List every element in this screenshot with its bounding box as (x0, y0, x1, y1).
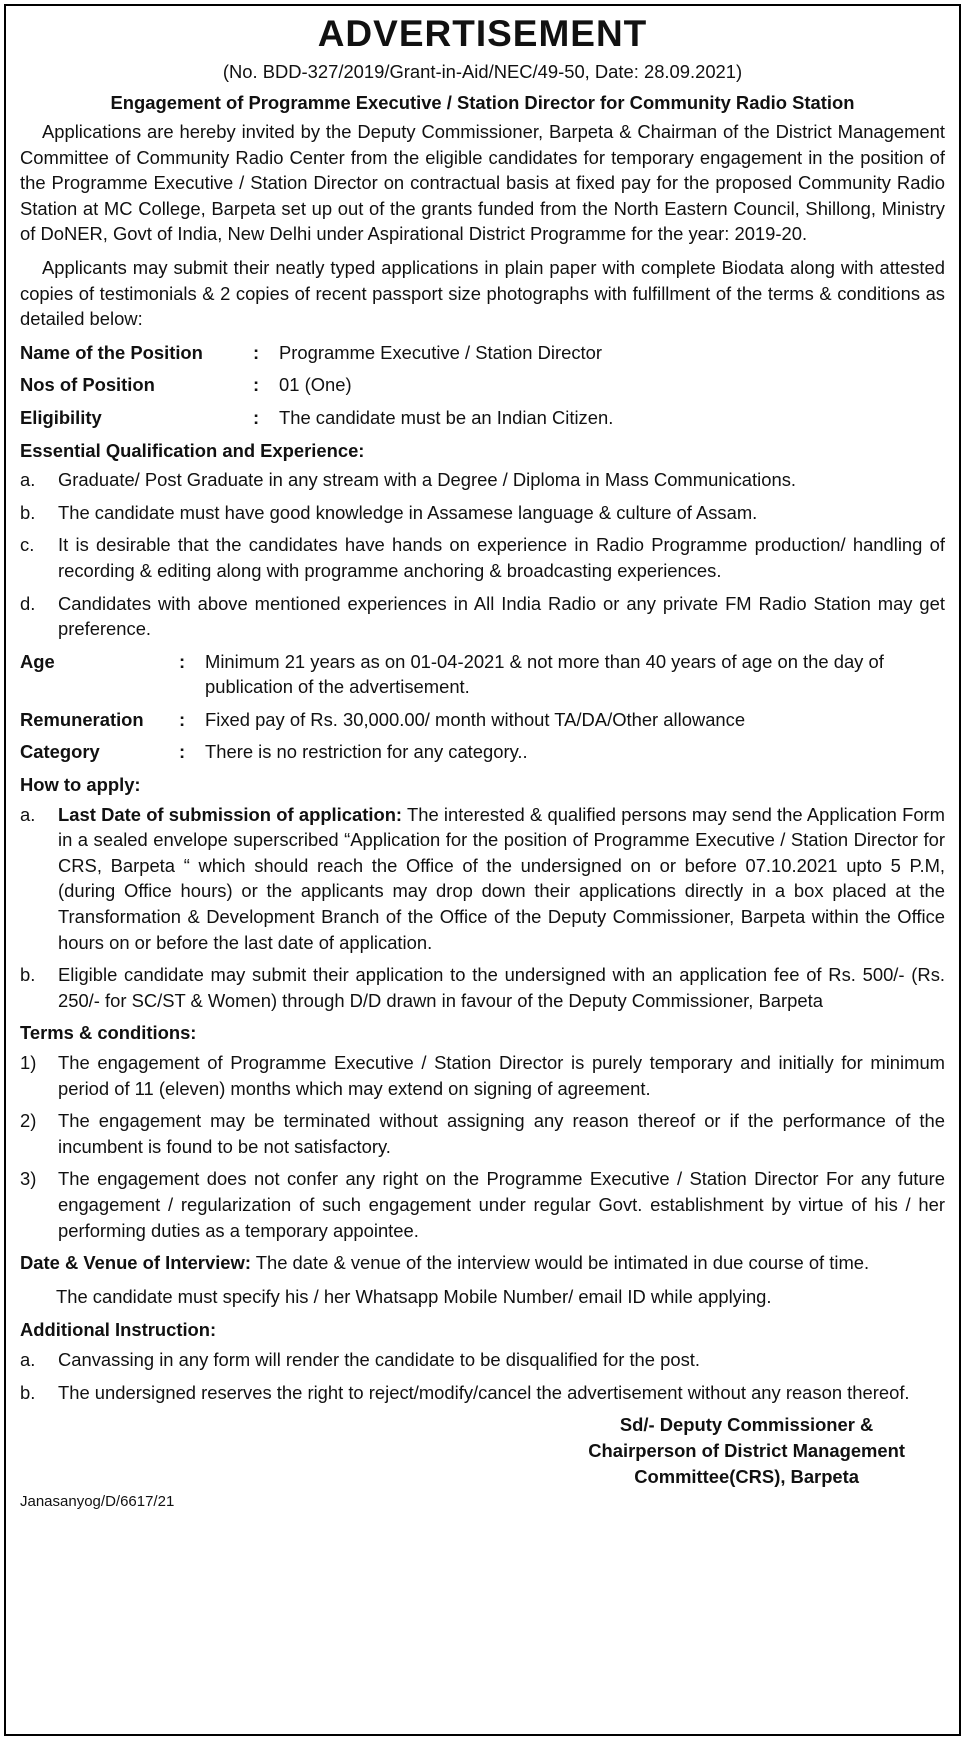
field-label: Name of the Position (20, 341, 203, 363)
eligibility-row (20, 405, 945, 431)
last-date-text: The interested & qualified persons may send the Application Form in a sealed envelope superscribed “Application for the position of Programme Executive / Station Director for CRS, Barpeta “ which should reach the Office of the undersigned on or before 07.10.2021 upto 5 P.M, (during Office hours) or the applicants may drop down their applications directly in a box placed at the Transformation & Development Branch of the Office of the Deputy Commissioner, Barpeta within the Office hours on or before the last date of application. (58, 803, 945, 953)
list-marker: 1) (20, 1052, 37, 1073)
list-text: Eligible candidate may submit their application to the undersigned with an application fee of Rs. 500/- (Rs. 250/- for SC/ST & Women) through D/D drawn in favour of the Deputy Commissioner, Barpeta (58, 964, 945, 1011)
list-text: The engagement does not confer any right on the Programme Executive / Station Director For any future engagement / regularization of such engagement under regular Govt. establishment by virtue of his / her performing duties as a temporary appointee. (58, 1168, 945, 1241)
list-item (20, 1166, 945, 1243)
advertisement-subtitle: Engagement of Programme Executive / Station Director for Community Radio Station (110, 92, 855, 113)
publication-reference: Janasanyog/D/6617/21 (20, 1493, 175, 1511)
list-item (20, 802, 945, 956)
list-text: The engagement may be terminated without assigning any reason thereof or if the performance of the incumbent is found to be not satisfactory. (58, 1110, 945, 1157)
intro-paragraph-2: Applicants may submit their neatly typed applications in plain paper with complete Biodata along with attested copies of testimonials & 2 copies of recent passport size photographs with fulfillment of the terms & conditions as detailed below: (20, 256, 945, 330)
signature-line: Sd/- Deputy Commissioner & (619, 1414, 874, 1436)
field-colon: : (253, 341, 260, 363)
list-text: Candidates with above mentioned experiences in All India Radio or any private FM Radio Station may get preference. (58, 592, 945, 640)
list-item (20, 1050, 945, 1101)
field-value: Programme Executive / Station Director (279, 341, 602, 363)
list-marker: 2) (20, 1110, 37, 1132)
list-text: The engagement of Programme Executive / Station Director is purely temporary and initially for minimum period of 11 (eleven) months which may extend on signing of agreement. (58, 1052, 945, 1099)
field-label: Remuneration (20, 708, 144, 730)
list-text: The undersigned reserves the right to reject/modify/cancel the advertisement without any reason thereof. (58, 1381, 910, 1403)
list-marker: b. (20, 501, 36, 523)
field-label: Nos of Position (20, 374, 155, 396)
list-item (20, 1108, 945, 1159)
list-item (20, 532, 945, 583)
contact-note: The candidate must specify his / her Whatsapp Mobile Number/ email ID while applying. (56, 1285, 772, 1307)
list-text: The candidate must have good knowledge in Assamese language & culture of Assam. (58, 501, 758, 523)
reference-number: (No. BDD-327/2019/Grant-in-Aid/NEC/49-50, Date: 28.09.2021) (222, 61, 743, 82)
field-colon: : (253, 406, 260, 428)
signature-block (588, 1412, 905, 1490)
field-colon: : (179, 708, 186, 730)
list-marker: b. (20, 1381, 36, 1403)
list-text: Graduate/ Post Graduate in any stream with a Degree / Diploma in Mass Communications. (58, 469, 796, 491)
list-marker: c. (20, 534, 35, 556)
list-text (58, 802, 945, 956)
intro-paragraph-1: Applications are hereby invited by the Deputy Commissioner, Barpeta & Chairman of the District Management Committee of Community Radio Center from the eligible candidates for temporary engagement in the position of the Programme Executive / Station Director on contractual basis at fixed pay for the proposed Community Radio Station at MC College, Barpeta set up out of the grants funded from the North Eastern Council, Shillong, Ministry of DoNER, Govt of India, New Delhi under Aspirational District Programme for the year: 2019-20. (20, 121, 945, 245)
field-value: The candidate must be an Indian Citizen. (279, 406, 614, 428)
interview-label: Date & Venue of Interview: (20, 1252, 251, 1274)
list-text: Canvassing in any form will render the candidate to be disqualified for the post. (58, 1348, 700, 1370)
signature-line: Chairperson of District Management (588, 1440, 905, 1462)
field-value: 01 (One) (279, 374, 352, 396)
list-item (20, 962, 945, 1013)
signature-line: Committee(CRS), Barpeta (634, 1466, 860, 1488)
field-value: There is no restriction for any category.. (205, 741, 528, 763)
qualification-heading: Essential Qualification and Experience: (20, 439, 365, 461)
list-marker: a. (20, 1348, 36, 1370)
page-title: ADVERTISEMENT (317, 13, 648, 54)
list-marker: b. (20, 964, 36, 986)
footer (20, 1412, 945, 1522)
age-row (20, 649, 945, 700)
list-item (20, 1347, 945, 1373)
position-name-row (20, 340, 945, 366)
field-colon: : (253, 374, 260, 396)
category-row (20, 739, 945, 765)
remuneration-row (20, 707, 945, 733)
field-value: Minimum 21 years as on 01-04-2021 & not more than 40 years of age on the day of publication of the advertisement. (205, 650, 884, 698)
list-text: It is desirable that the candidates have hands on experience in Radio Programme production/ handling of recording & editing along with programme anchoring & broadcasting experiences. (58, 534, 945, 581)
interview-paragraph (20, 1250, 945, 1276)
field-label: Eligibility (20, 406, 102, 428)
field-value: Fixed pay of Rs. 30,000.00/ month without TA/DA/Other allowance (205, 708, 746, 730)
list-item (20, 1380, 945, 1406)
field-colon: : (179, 650, 186, 672)
field-colon: : (179, 741, 186, 763)
position-count-row (20, 372, 945, 398)
last-date-label: Last Date of submission of application: (58, 803, 403, 825)
field-label: Age (20, 650, 55, 672)
advertisement-page (4, 4, 961, 1736)
list-marker: 3) (20, 1168, 37, 1190)
list-marker: a. (20, 469, 36, 491)
list-item (20, 500, 945, 526)
list-marker: a. (20, 803, 36, 825)
list-marker: d. (20, 592, 36, 614)
field-label: Category (20, 741, 100, 763)
how-to-apply-heading: How to apply: (20, 774, 141, 796)
list-item (20, 467, 945, 493)
terms-heading: Terms & conditions: (20, 1022, 197, 1044)
interview-text: The date & venue of the interview would be intimated in due course of time. (250, 1252, 870, 1274)
additional-heading: Additional Instruction: (20, 1319, 217, 1341)
list-item (20, 591, 945, 642)
